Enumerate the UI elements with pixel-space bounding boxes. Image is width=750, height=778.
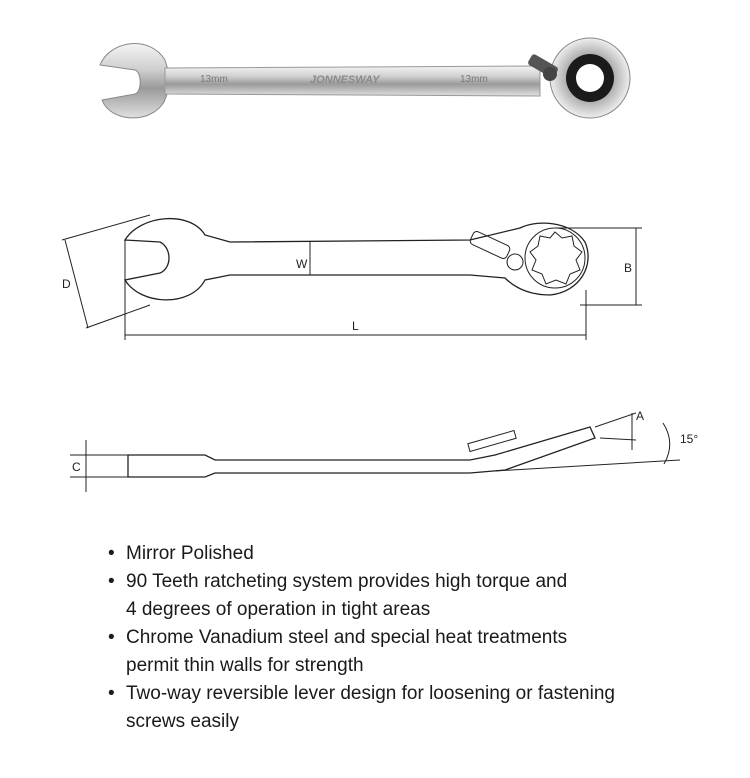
photo-brand-text: JONNESWAY (310, 74, 380, 86)
photo-size-left: 13mm (200, 74, 228, 85)
feature-text-cont: 4 degrees of operation in tight areas (126, 599, 431, 620)
feature-text: Chrome Vanadium steel and special heat treatments (126, 627, 568, 648)
bullet-icon: • (108, 571, 115, 592)
feature-text-cont: permit thin walls for strength (126, 655, 364, 676)
bullet-icon: • (108, 627, 115, 648)
dim-label-w: W (296, 257, 308, 271)
dim-label-l: L (352, 319, 359, 333)
feature-text-cont: screws easily (126, 711, 239, 732)
feature-text: Mirror Polished (126, 543, 254, 564)
feature-list (108, 540, 728, 736)
dim-label-b: B (624, 261, 633, 275)
feature-text: 90 Teeth ratcheting system provides high torque and (126, 571, 568, 592)
feature-item (108, 624, 728, 680)
photo-size-right: 13mm (460, 74, 488, 85)
dim-label-d: D (62, 277, 71, 291)
dim-label-a: A (636, 409, 645, 423)
wrench-photo (80, 30, 640, 130)
top-view-drawing (0, 180, 750, 360)
feature-item (108, 540, 728, 568)
feature-item (108, 680, 728, 736)
feature-item (108, 568, 728, 624)
dim-label-c: C (72, 460, 81, 474)
side-view-drawing (0, 385, 750, 495)
bullet-icon: • (108, 543, 115, 564)
feature-text: Two-way reversible lever design for loosening or fastening (126, 683, 615, 704)
dim-label-angle: 15° (680, 432, 699, 446)
bullet-icon: • (108, 683, 115, 704)
